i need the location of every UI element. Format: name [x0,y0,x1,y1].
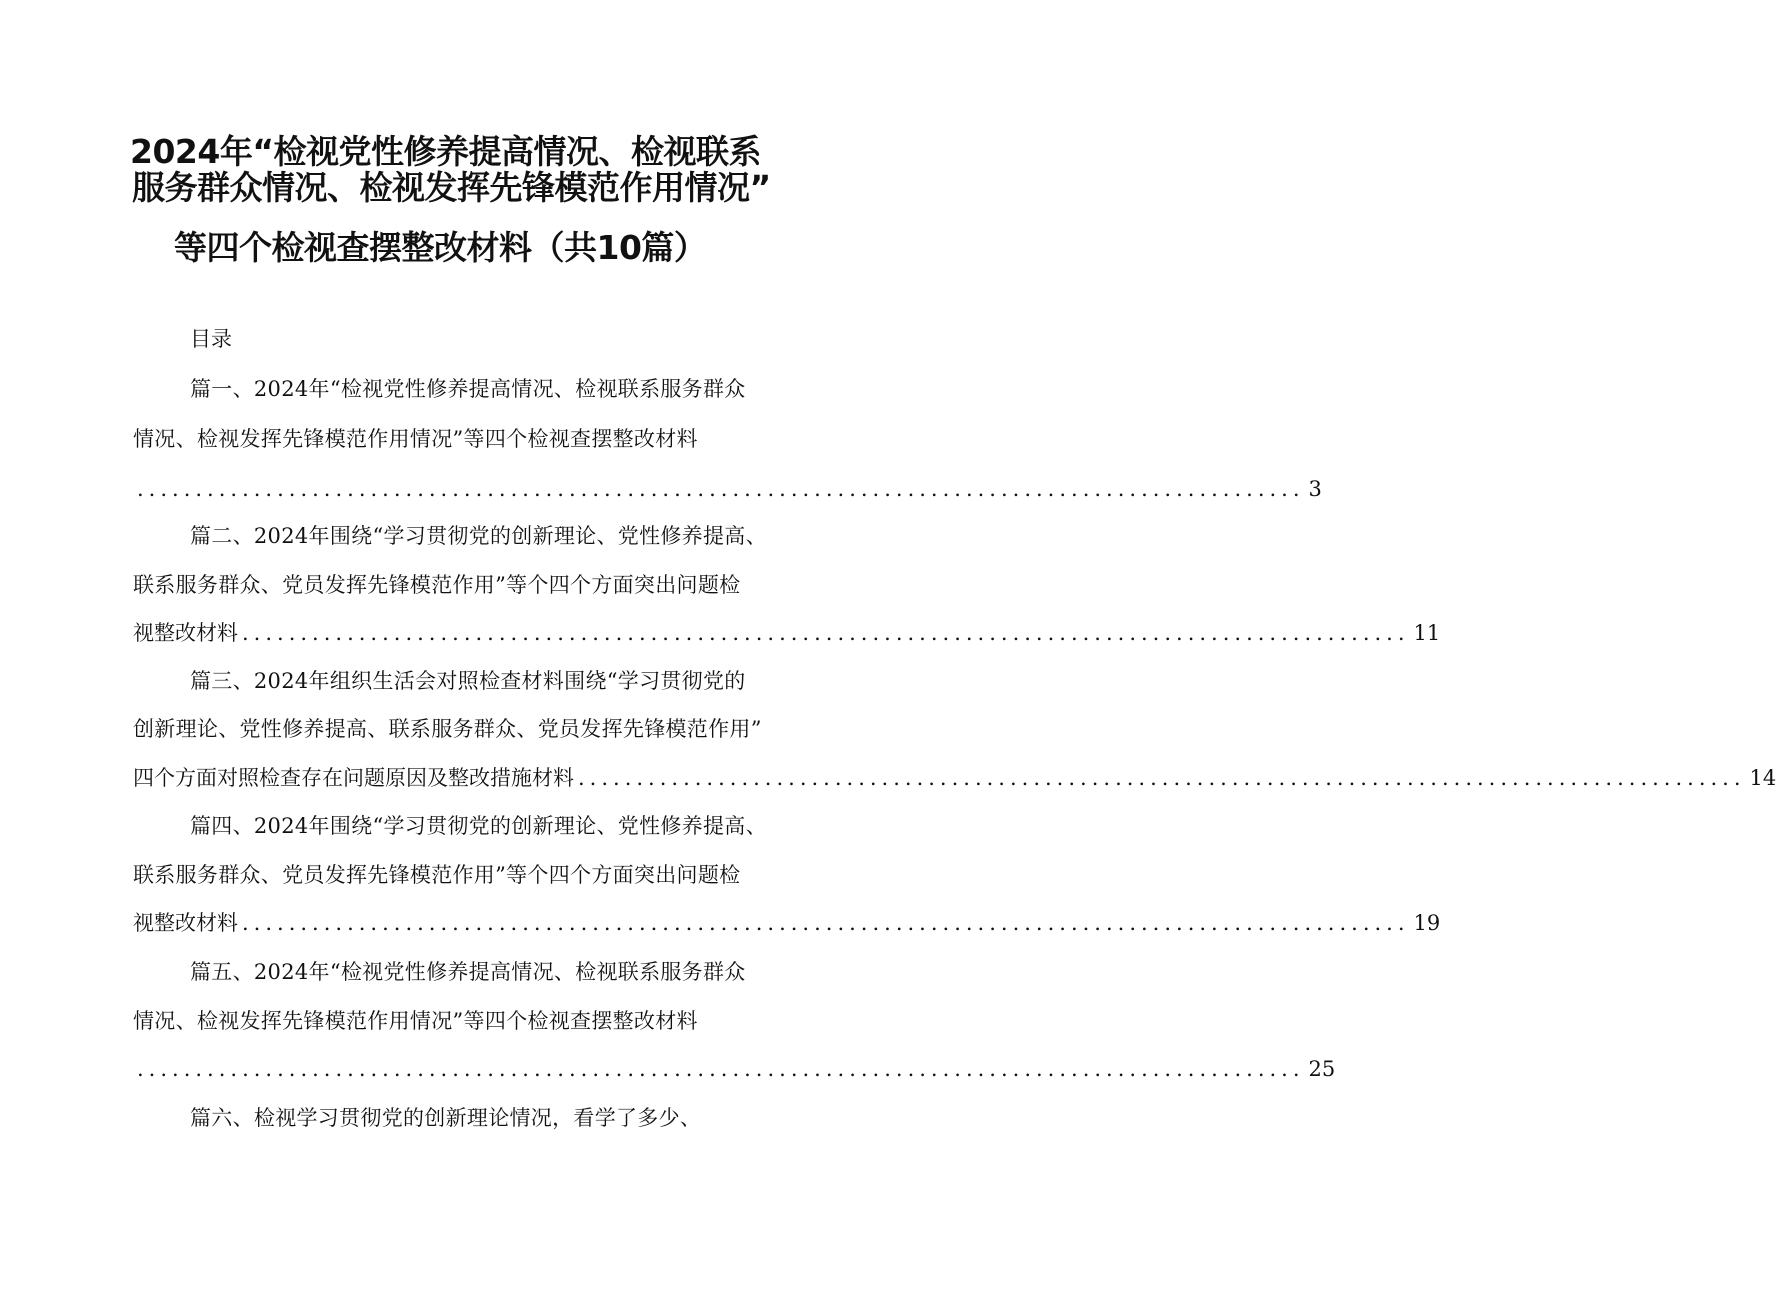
toc-entry-2-line-2[interactable]: 联系服务群众、党员发挥先锋模范作用”等个四个方面突出问题检 [133,573,741,597]
toc-entry-3-last-text: 四个方面对照检查存在问题原因及整改措施材料 [133,766,574,790]
dot-leader: .................................................................................................... [137,477,1305,501]
toc-entry-1-line-1[interactable]: 篇一、2024年“检视党性修养提高情况、检视联系服务群众 [190,377,746,401]
toc-entry-1-leader-line[interactable] [133,474,1322,504]
toc-entry-4-last-text: 视整改材料 [133,911,238,935]
toc-entry-2-leader-line[interactable] [133,618,1441,648]
toc-entry-3-line-1[interactable]: 篇三、2024年组织生活会对照检查材料围绕“学习贯彻党的 [190,669,746,693]
dot-leader: .................................................................................................... [242,911,1410,935]
toc-entry-1-page: 3 [1308,477,1322,501]
toc-entry-3-line-2[interactable]: 创新理论、党性修养提高、联系服务群众、党员发挥先锋模范作用” [133,717,762,741]
toc-entry-5-leader-line[interactable] [133,1054,1336,1084]
document-title-line-1: 2024年“检视党性修养提高情况、检视联系 [130,132,762,171]
toc-entry-4-page: 19 [1413,911,1441,935]
dot-leader: .................................................................................................... [242,621,1410,645]
toc-entry-3-page: 14 [1749,766,1776,790]
toc-entry-3-leader-line[interactable] [133,763,1776,793]
toc-entry-2-page: 11 [1413,621,1441,645]
toc-entry-1-line-2[interactable]: 情况、检视发挥先锋模范作用情况”等四个检视查摆整改材料 [133,427,698,451]
toc-entry-4-line-2[interactable]: 联系服务群众、党员发挥先锋模范作用”等个四个方面突出问题检 [133,863,741,887]
dot-leader: .................................................................................................... [578,766,1746,790]
toc-entry-5-line-2[interactable]: 情况、检视发挥先锋模范作用情况”等四个检视查摆整改材料 [133,1009,698,1033]
toc-entry-4-leader-line[interactable] [133,908,1441,938]
toc-heading: 目录 [190,327,232,351]
toc-entry-2-line-1[interactable]: 篇二、2024年围绕“学习贯彻党的创新理论、党性修养提高、 [190,524,767,548]
toc-entry-5-page: 25 [1308,1057,1336,1081]
toc-entry-6-line-1[interactable]: 篇六、检视学习贯彻党的创新理论情况，看学了多少、 [190,1106,702,1130]
toc-entry-4-line-1[interactable]: 篇四、2024年围绕“学习贯彻党的创新理论、党性修养提高、 [190,814,767,838]
dot-leader: .................................................................................................... [137,1057,1305,1081]
document-title-line-2: 服务群众情况、检视发挥先锋模范作用情况” [132,168,771,207]
toc-entry-2-last-text: 视整改材料 [133,621,238,645]
document-title-line-3: 等四个检视查摆整改材料（共10篇） [174,228,707,267]
toc-entry-5-line-1[interactable]: 篇五、2024年“检视党性修养提高情况、检视联系服务群众 [190,960,746,984]
